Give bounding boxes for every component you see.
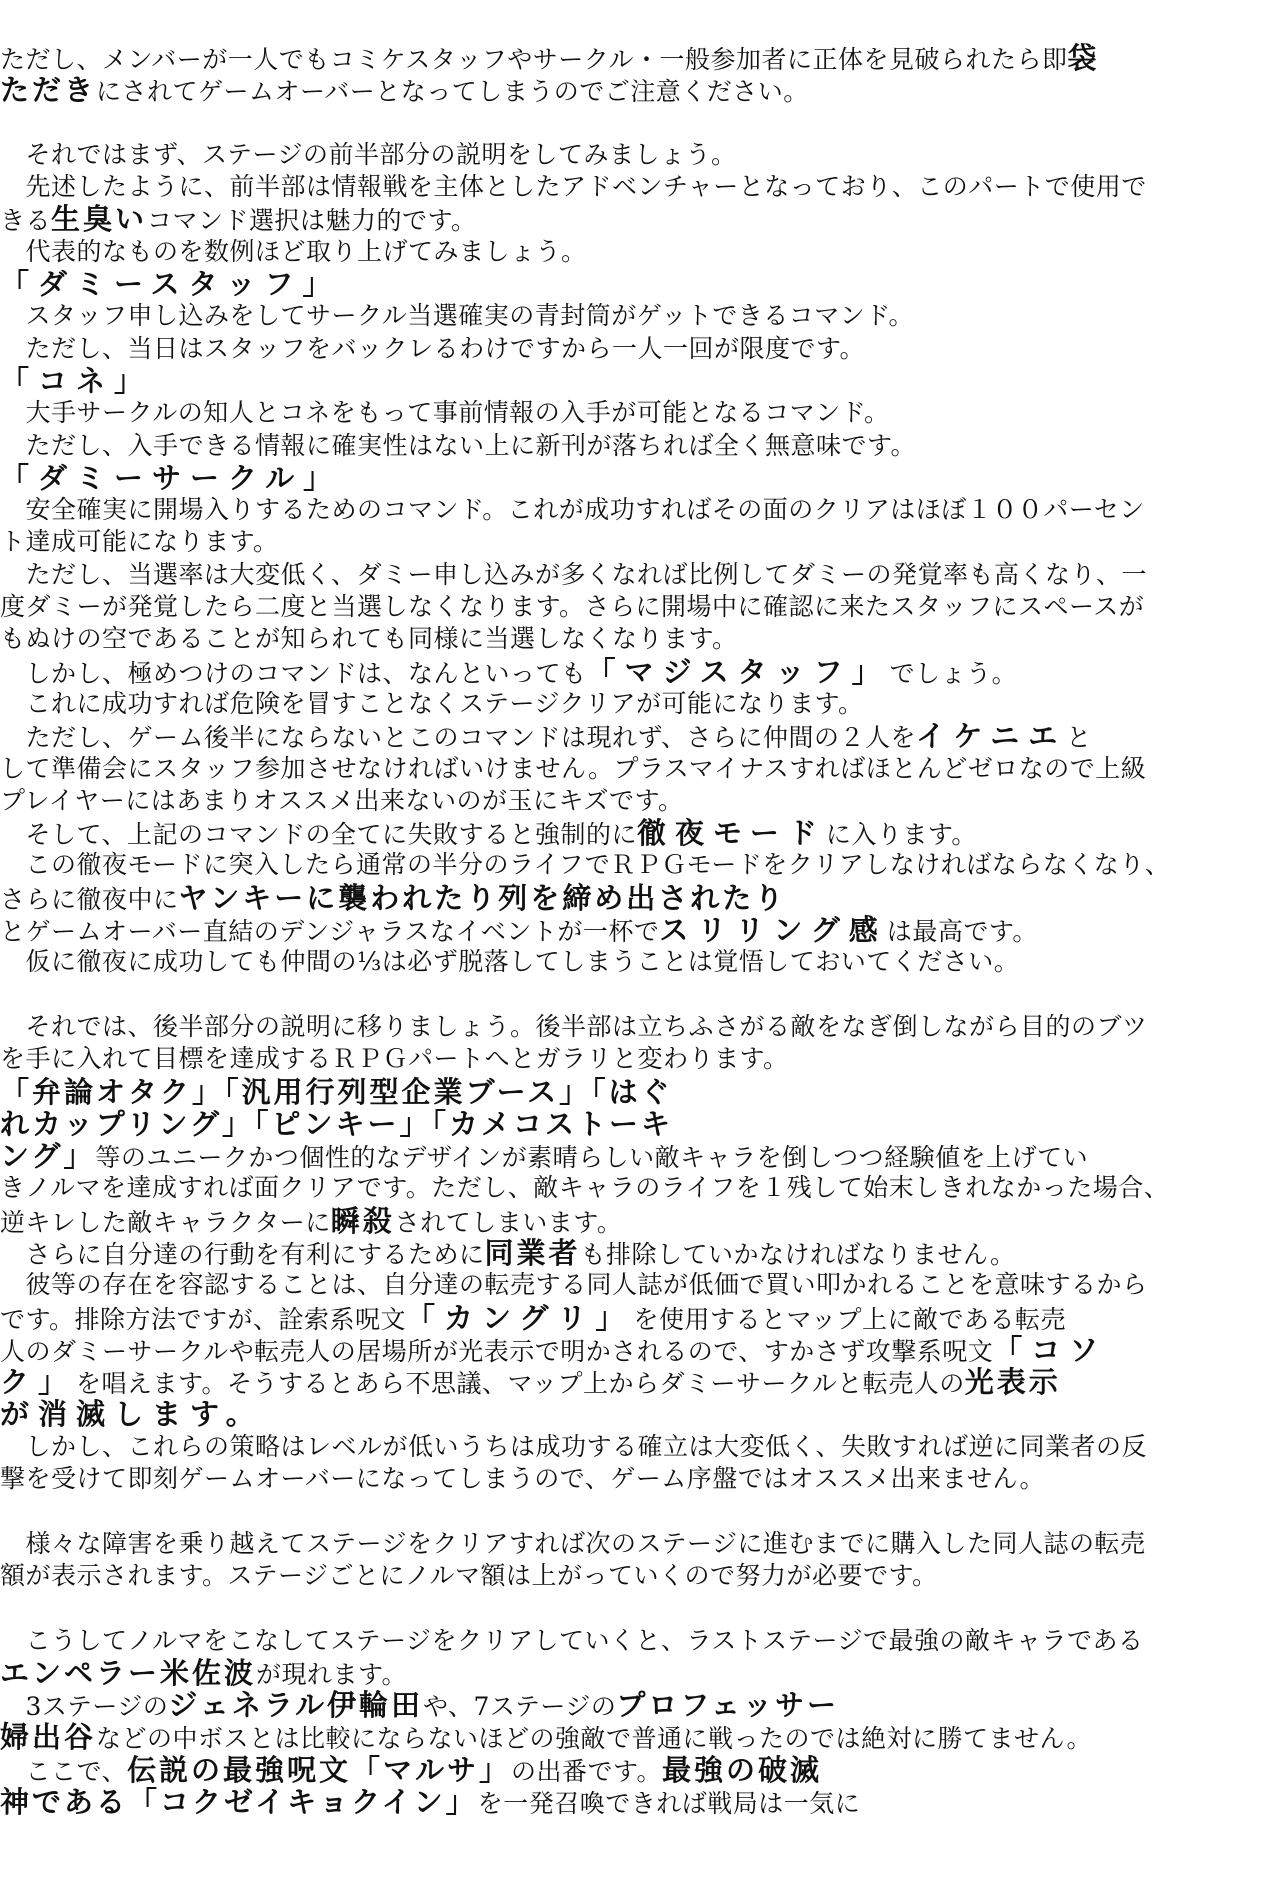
text-segment: 安全確実に開場入りするためのコマンド。これが成功すればその面のクリアはほぼ１００パーセン — [0, 495, 1145, 525]
text-line — [0, 946, 1270, 978]
text-line — [0, 1398, 1270, 1430]
text-segment: これに成功すれば危険を冒すことなくステージクリアが可能になります。 — [0, 688, 864, 718]
text-segment: もぬけの空であることが知られても同様に当選しなくなります。 — [0, 624, 738, 654]
body-text — [0, 42, 1270, 1818]
emphasized-wide-text: が消滅します。 — [0, 1398, 264, 1431]
text-segment: や、7ステージの — [422, 1692, 617, 1722]
text-segment: されてしまいます。 — [394, 1207, 623, 1237]
text-line — [0, 914, 1270, 946]
text-segment: それでは、後半部分の説明に移りましょう。後半部は立ちふさがる敵をなぎ倒しながら目的のブツ — [0, 1011, 1148, 1041]
text-line — [0, 1076, 1270, 1108]
emphasized-text: 生臭い — [51, 203, 148, 236]
text-line — [0, 1043, 1270, 1075]
text-segment: 3ステージの — [0, 1692, 169, 1722]
text-line — [0, 74, 1270, 106]
text-segment: 額が表示されます。ステージごとにノルマ額は上がっていくので努力が必要です。 — [0, 1560, 938, 1590]
text-line — [0, 203, 1270, 235]
emphasized-text: エンペラー米佐波 — [0, 1656, 257, 1690]
text-line — [0, 591, 1270, 623]
text-line — [0, 1140, 1270, 1172]
text-segment: ト達成可能になります。 — [0, 527, 279, 557]
text-line — [0, 1528, 1270, 1560]
emphasized-text: ジェネラル伊輪田 — [168, 1689, 423, 1722]
text-segment: しかし、極めつけのコマンドは、なんといっても — [0, 658, 587, 688]
text-line — [0, 1237, 1270, 1269]
text-segment: して準備会にスタッフ参加させなければいけません。プラスマイナスすればほとんどゼロなので上級 — [0, 753, 1147, 783]
emphasized-wide-text: ク」 — [0, 1366, 77, 1399]
text-line — [0, 397, 1270, 429]
blank-line — [0, 979, 1270, 1011]
emphasized-text: ただき — [0, 74, 97, 107]
text-segment: も排除していかなければなりません。 — [580, 1239, 1016, 1269]
text-segment: 度ダミーが発覚したら二度と当選しなくなります。さらに開場中に確認に来たスタッフにスペースが — [0, 592, 1145, 622]
text-segment: こうしてノルマをこなしてステージをクリアしていくと、ラストステージで最強の敵キャラである — [0, 1625, 1144, 1655]
emphasized-wide-text: 「カングリ」 — [406, 1301, 634, 1334]
text-line — [0, 462, 1270, 494]
text-segment: 等のユニークかつ個性的なデザインが素晴らしい敵キャラを倒しつつ経験値を上げてい — [95, 1143, 1089, 1173]
text-line — [0, 785, 1270, 817]
emphasized-text: 最強の破滅 — [662, 1753, 823, 1787]
text-line — [0, 1205, 1270, 1237]
text-line — [0, 849, 1270, 881]
emphasized-wide-text: 徹夜モード — [637, 817, 826, 850]
text-line — [0, 1560, 1270, 1592]
emphasized-text: 伝説の最強呪文「マルサ」 — [127, 1753, 512, 1787]
text-line — [0, 1754, 1270, 1786]
text-segment: この徹夜モードに突入したら通常の半分のライフでＲＰＧモードをクリアしなければならなくなり、 — [0, 850, 1171, 880]
emphasized-text: ヤンキーに襲われたり列を締め出されたり — [178, 881, 787, 915]
emphasized-wide-text: 「マジスタッフ」 — [586, 655, 890, 688]
text-segment: を一発召喚できれば戦局は一気に — [477, 1789, 861, 1819]
emphasized-wide-text: スリリング感 — [659, 914, 887, 947]
text-segment: 彼等の存在を容認することは、自分達の転売する同人誌が低価で買い叩かれることを意味するから — [0, 1270, 1148, 1300]
text-segment: です。排除方法ですが、詮索系呪文 — [0, 1304, 407, 1334]
emphasized-wide-text: 「コソ — [993, 1333, 1108, 1367]
text-line — [0, 333, 1270, 365]
text-line — [0, 623, 1270, 655]
text-segment: それではまず、ステージの前半部分の説明をしてみましょう。 — [0, 139, 737, 169]
emphasized-text: ング」 — [0, 1140, 96, 1173]
text-segment: ただし、入手できる情報に確実性はない上に新刊が落ちれば全く無意味です。 — [0, 430, 917, 460]
text-line — [0, 1172, 1270, 1204]
text-line — [0, 268, 1270, 300]
text-segment: を唱えます。そうするとあら不思議、マップ上からダミーサークルと転売人の — [76, 1369, 965, 1399]
emphasized-text: プロフェッサー — [616, 1689, 839, 1722]
emphasized-text: れカップリング」「ピンキー」「カメコストーキ — [0, 1107, 673, 1141]
text-line — [0, 171, 1270, 203]
text-segment: ここで、 — [0, 1756, 128, 1786]
text-line — [0, 1721, 1270, 1753]
text-segment: 逆キレした敵キャラクターに — [0, 1207, 331, 1237]
text-segment: きノルマを達成すれば面クリアです。ただし、敵キャラのライフを１残して始末しきれなかった場合、 — [0, 1173, 1170, 1203]
text-line — [0, 236, 1270, 268]
text-line — [0, 526, 1270, 558]
blank-line — [0, 1592, 1270, 1624]
emphasized-wide-text: 「ダミースタッフ」 — [0, 268, 341, 301]
text-line — [0, 494, 1270, 526]
text-segment: 大手サークルの知人とコネをもって事前情報の入手が可能となるコマンド。 — [0, 398, 890, 428]
text-line — [0, 365, 1270, 397]
text-segment: に入ります。 — [825, 820, 977, 850]
text-segment: 撃を受けて即刻ゲームオーバーになってしまうので、ゲーム序盤ではオススメ出来ません。 — [0, 1464, 1046, 1494]
text-line — [0, 1625, 1270, 1657]
text-segment: さらに自分達の行動を有利にするために — [0, 1239, 485, 1269]
text-line — [0, 1463, 1270, 1495]
text-line — [0, 1786, 1270, 1818]
text-line — [0, 430, 1270, 462]
text-segment: でしょう。 — [889, 658, 1018, 688]
text-segment: を手に入れて目標を達成するＲＰＧパートへとガラリと変わります。 — [0, 1044, 789, 1074]
emphasized-wide-text: 「ダミーサークル」 — [0, 461, 342, 495]
text-line — [0, 817, 1270, 849]
text-line — [0, 1431, 1270, 1463]
emphasized-text: 「弁論オタク」「汎用行列型企業ブース」「はぐ — [0, 1075, 673, 1108]
text-line — [0, 656, 1270, 688]
text-segment: 代表的なものを数例ほど取り上げてみましょう。 — [0, 236, 587, 266]
text-line — [0, 300, 1270, 332]
emphasized-wide-text: 「コネ」 — [0, 364, 153, 398]
emphasized-text: 婦出谷 — [0, 1721, 97, 1754]
emphasized-text: 同業者 — [484, 1236, 581, 1270]
text-line — [0, 882, 1270, 914]
blank-line — [0, 1495, 1270, 1527]
text-segment: ただし、ゲーム後半にならないとこのコマンドは現れず、さらに仲間の２人を — [0, 723, 917, 753]
text-line — [0, 139, 1270, 171]
text-line — [0, 42, 1270, 74]
text-line — [0, 1108, 1270, 1140]
text-line — [0, 1657, 1270, 1689]
text-line — [0, 720, 1270, 752]
text-segment: しかし、これらの策略はレベルが低いうちは成功する確立は大変低く、失敗すれば逆に同業者の反 — [0, 1431, 1148, 1461]
text-segment: が現れます。 — [256, 1659, 408, 1689]
text-segment: プレイヤーにはあまりオススメ出来ないのが玉にキズです。 — [0, 785, 684, 815]
text-segment: そして、上記のコマンドの全てに失敗すると強制的に — [0, 820, 638, 850]
emphasized-text: 袋 — [1067, 42, 1100, 75]
text-segment: ただし、当選率は大変低く、ダミー申し込みが多くなれば比例してダミーの発覚率も高くなり、一 — [0, 559, 1148, 589]
text-segment: さらに徹夜中に — [0, 884, 179, 914]
text-segment: の出番です。 — [511, 1756, 663, 1786]
text-segment: きる — [0, 206, 52, 236]
emphasized-text: 瞬殺 — [330, 1204, 395, 1237]
text-line — [0, 1011, 1270, 1043]
text-line — [0, 1334, 1270, 1366]
text-line — [0, 559, 1270, 591]
text-line — [0, 1302, 1270, 1334]
text-segment: とゲームオーバー直結のデンジャラスなイベントが一杯で — [0, 917, 660, 947]
text-segment: 人のダミーサークルや転売人の居場所が光表示で明かされるので、すかさず攻撃系呪文 — [0, 1336, 994, 1366]
emphasized-text: 神である「コクゼイキョクイン」 — [0, 1786, 478, 1819]
text-segment: ただし、当日はスタッフをバックレるわけですから一人一回が限度です。 — [0, 333, 866, 363]
emphasized-text: 光表示 — [964, 1366, 1061, 1399]
blank-line — [0, 107, 1270, 139]
text-segment: スタッフ申し込みをしてサークル当選確実の青封筒がゲットできるコマンド。 — [0, 301, 915, 331]
text-line — [0, 1366, 1270, 1398]
text-segment: コマンド選択は魅力的です。 — [147, 206, 477, 236]
text-segment: にされてゲームオーバーとなってしまうのでご注意ください。 — [96, 77, 809, 107]
text-segment: を使用するとマップ上に敵である転売 — [633, 1304, 1066, 1334]
text-segment: 仮に徹夜に成功しても仲間の⅓は必ず脱落してしまうことは覚悟しておいてください。 — [0, 947, 1020, 977]
text-line — [0, 688, 1270, 720]
text-line — [0, 1689, 1270, 1721]
text-line — [0, 753, 1270, 785]
text-segment: などの中ボスとは比較にならないほどの強敵で普通に戦ったのでは絶対に勝てません。 — [96, 1724, 1093, 1754]
text-segment: 先述したように、前半部は情報戦を主体としたアドベンチャーとなっており、このパートで使用で — [0, 172, 1147, 202]
text-segment: は最高です。 — [886, 917, 1038, 947]
text-segment: と — [1066, 723, 1092, 753]
text-line — [0, 1269, 1270, 1301]
text-segment: ただし、メンバーが一人でもコミケスタッフやサークル・一般参加者に正体を見破られたら即 — [0, 45, 1068, 74]
text-segment: 様々な障害を乗り越えてステージをクリアすれば次のステージに進むまでに購入した同人誌の転売 — [0, 1528, 1146, 1558]
emphasized-wide-text: イケニエ — [916, 720, 1067, 753]
